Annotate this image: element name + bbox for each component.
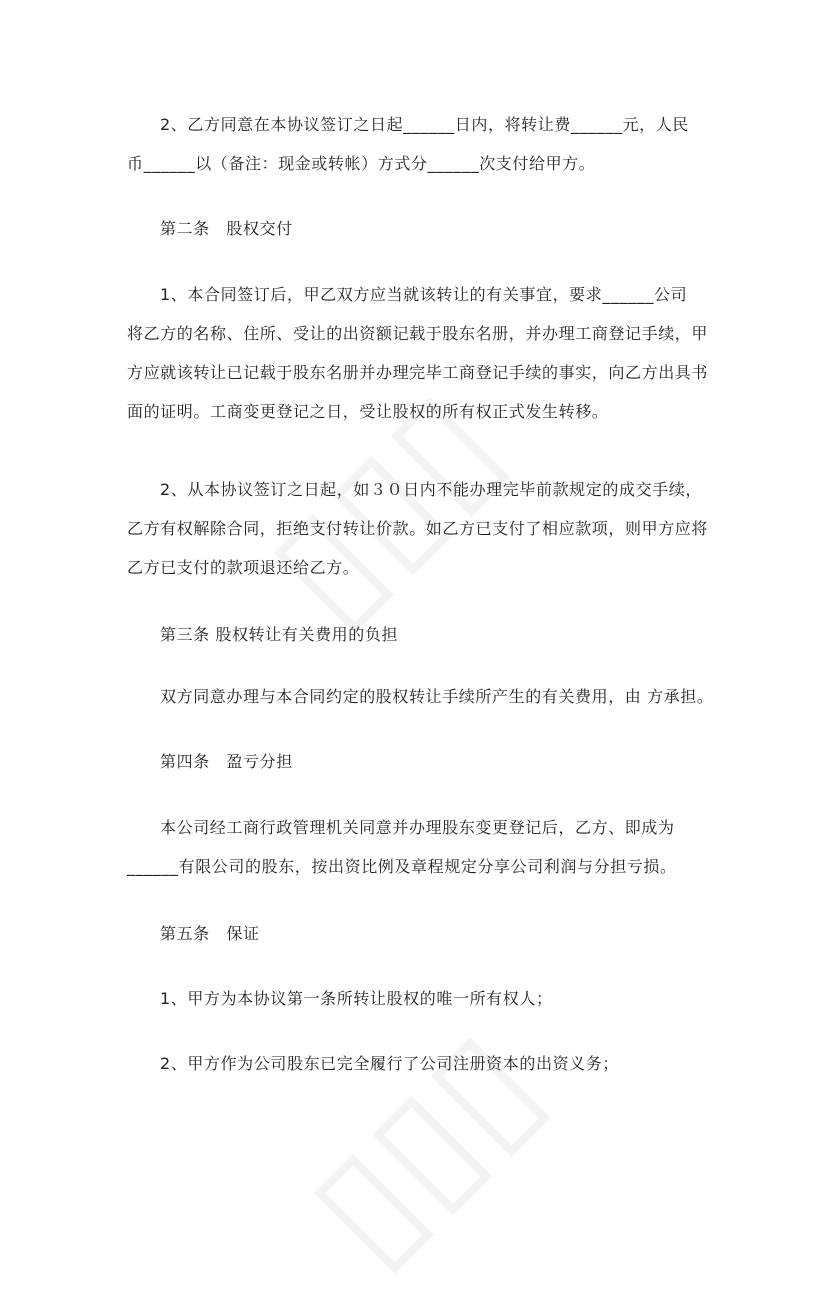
paragraph-line: 1、甲方为本协议第一条所转让股权的唯一所有权人；	[160, 989, 553, 1008]
paragraph-line: 双方同意办理与本合同约定的股权转让手续所产生的有关费用，由 方承担。	[160, 687, 714, 706]
paragraph-line: 乙方已支付的款项退还给乙方。	[127, 558, 360, 577]
paragraph-line: 面的证明。工商变更登记之日，受让股权的所有权正式发生转移。	[127, 402, 609, 421]
paragraph-line: 2、从本协议签订之日起，如３０日内不能办理完毕前款规定的成交手续，	[160, 480, 702, 499]
paragraph-line: ______有限公司的股东，按出资比例及章程规定分享公司利润与分担亏损。	[127, 857, 677, 876]
paragraph-line: 方应就该转让已记载于股东名册并办理完毕工商登记手续的事实，向乙方出具书	[127, 363, 709, 382]
paragraph-line: 币______以（备注：现金或转帐）方式分______次支付给甲方。	[127, 154, 596, 173]
paragraph-line: 乙方有权解除合同，拒绝支付转让价款。如乙方已支付了相应款项，则甲方应将	[127, 519, 709, 538]
paragraph-line: 2、甲方作为公司股东已完全履行了公司注册资本的出资义务；	[160, 1054, 619, 1073]
section-heading: 第三条 股权转让有关费用的负担	[160, 625, 399, 644]
section-heading: 第四条 盈亏分担	[160, 752, 293, 771]
section-heading: 第五条 保证	[160, 924, 260, 943]
section-heading: 第二条 股权交付	[160, 219, 293, 238]
paragraph-line: 本公司经工商行政管理机关同意并办理股东变更登记后，乙方、即成为	[160, 818, 675, 837]
paragraph-line: 2、乙方同意在本协议签订之日起______日内，将转让费______元，人民	[160, 115, 689, 134]
paragraph-line: 1、本合同签订后，甲乙双方应当就该转让的有关事宜，要求______公司	[160, 285, 688, 304]
watermark	[275, 998, 573, 1296]
paragraph-line: 将乙方的名称、住所、受让的出资额记载于股东名册，并办理工商登记手续，甲	[127, 324, 709, 343]
